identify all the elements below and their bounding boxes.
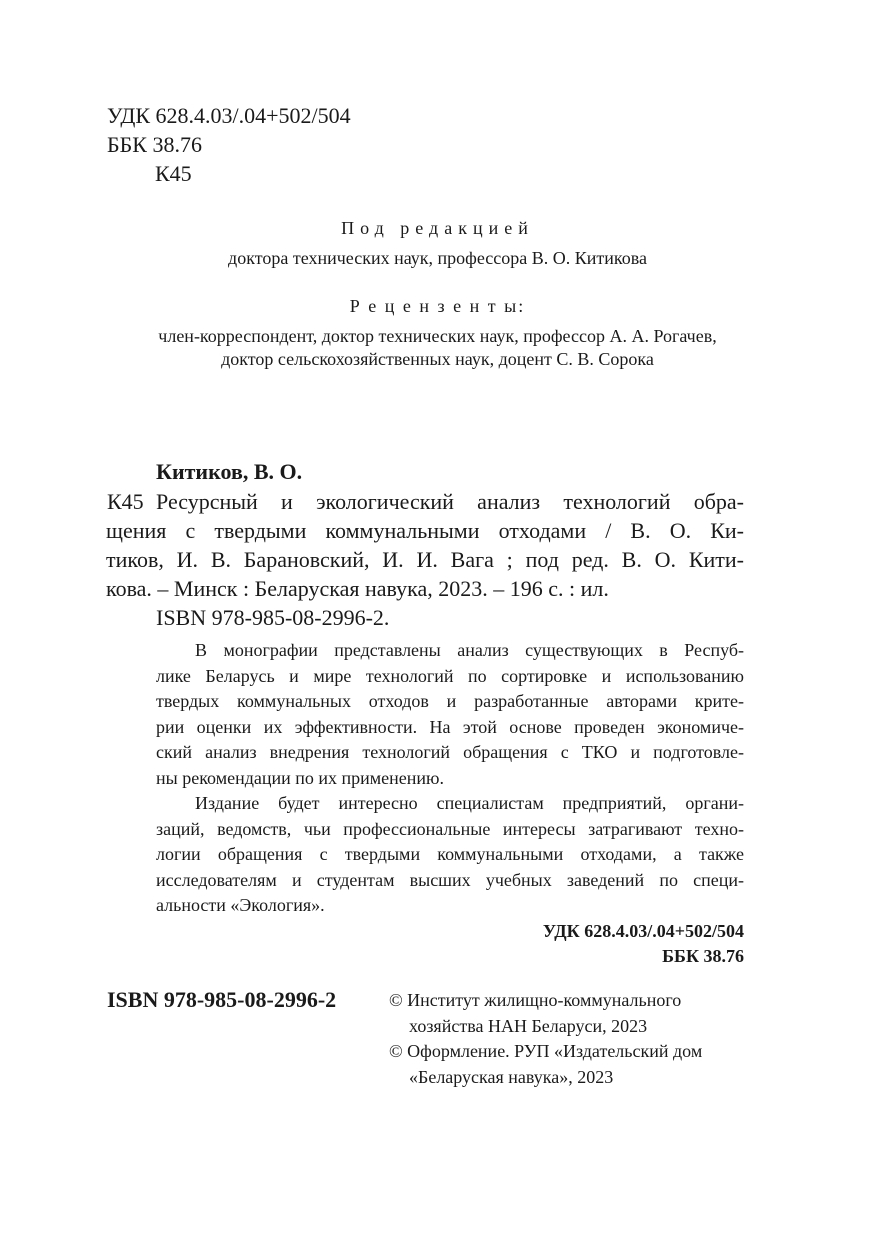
annotation-line: ский анализ внедрения технологий обращения с ТКО и подготовле- xyxy=(156,742,744,762)
reviewers-heading: Р е ц е н з е н т ы: xyxy=(349,296,526,316)
annotation-line: заций, ведомств, чьи профессиональные интересы затрагивают техно- xyxy=(156,818,744,839)
isbn: ISBN 978-985-08-2996-2 xyxy=(107,987,337,1012)
copyright-line: © Институт жилищно-коммунального xyxy=(389,990,682,1010)
footer-bbk-code: ББК 38.76 xyxy=(662,946,744,966)
annotation-line: ны рекомендации по их применению. xyxy=(156,767,445,788)
annotation-paragraph-2 xyxy=(156,790,744,918)
annotation-line: логии обращения с твердыми коммунальными отходами, а также xyxy=(156,844,744,864)
bib-mark: К45 xyxy=(107,489,144,514)
bbk-code: ББК 38.76 xyxy=(107,132,202,157)
annotation-line: Издание будет интересно специалистам предприятий, органи- xyxy=(195,793,744,813)
udk-code: УДК 628.4.03/.04+502/504 xyxy=(107,103,351,128)
footer-udk-code: УДК 628.4.03/.04+502/504 xyxy=(542,921,744,941)
reviewer-line-2: доктор сельскохозяйственных наук, доцент С. В. Сорока xyxy=(221,349,654,369)
bib-line: Ресурсный и экологический анализ технологий обра- xyxy=(156,489,744,514)
copyright-block xyxy=(389,987,749,1089)
annotation-line: рии оценки их эффективности. На этой основе проведен экономиче- xyxy=(156,716,744,737)
author-heading: Китиков, В. О. xyxy=(156,459,303,484)
author-mark: К45 xyxy=(155,161,192,186)
bib-line: кова. – Минск : Беларуская навука, 2023. – 196 с. : ил. xyxy=(106,576,609,601)
annotation-paragraph-1 xyxy=(156,637,744,790)
annotation-line: лике Беларусь и мире технологий по сортировке и использованию xyxy=(156,665,744,686)
reviewer-line-1: член-корреспондент, доктор технических наук, профессор А. А. Рогачев, xyxy=(158,326,717,346)
annotation-line: твердых коммунальных отходов и разработанные авторами крите- xyxy=(156,691,744,711)
copyright-line: «Беларуская навука», 2023 xyxy=(409,1066,614,1087)
bib-isbn-line: ISBN 978-985-08-2996-2. xyxy=(156,605,390,630)
copyright-line: хозяйства НАН Беларуси, 2023 xyxy=(409,1015,648,1036)
bib-line: тиков, И. В. Барановский, И. И. Вага ; под ред. В. О. Кити- xyxy=(106,547,744,572)
bib-line: щения с твердыми коммунальными отходами / В. О. Ки- xyxy=(106,518,744,543)
editor-name: доктора технических наук, профессора В. О. Китикова xyxy=(228,248,647,268)
copyright-line: © Оформление. РУП «Издательский дом xyxy=(389,1041,703,1061)
editor-heading: Под редакцией xyxy=(341,218,534,238)
annotation-line: В монографии представлены анализ существующих в Респуб- xyxy=(195,640,744,660)
annotation-line: исследователям и студентам высших учебных заведений по специ- xyxy=(156,869,744,890)
annotation-line: альности «Экология». xyxy=(156,895,325,915)
